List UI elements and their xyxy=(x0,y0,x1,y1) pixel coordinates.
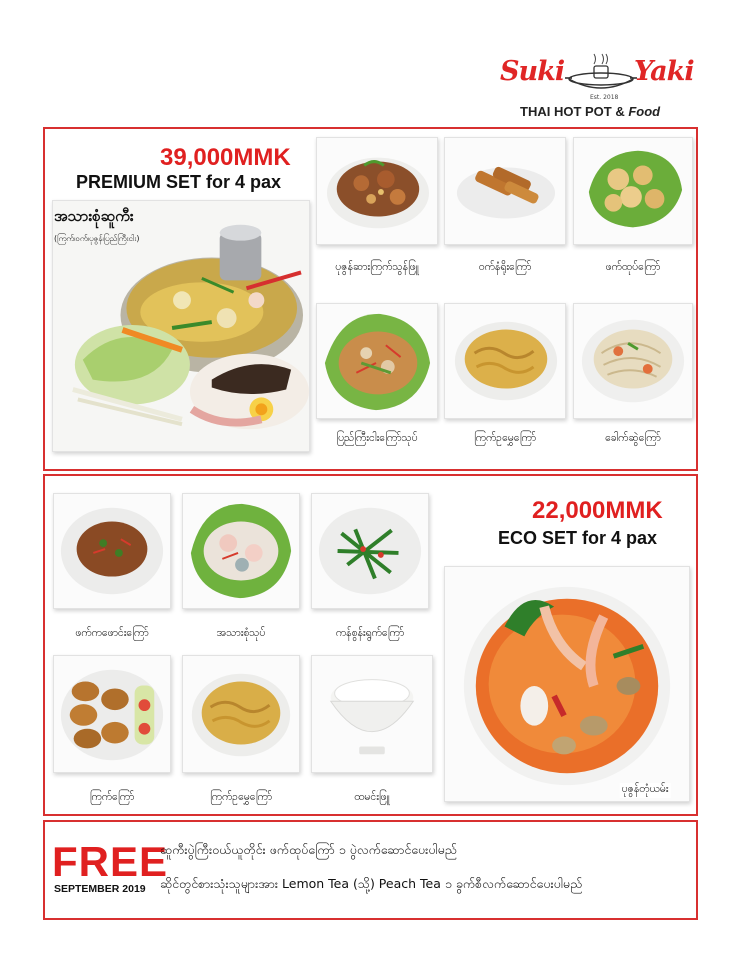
premium-dish-card-3 xyxy=(573,137,693,245)
premium-dish-caption-5: ကြက်ဥမွှေကြော် xyxy=(473,432,537,444)
eco-dish-card-1 xyxy=(53,493,171,609)
premium-dish-caption-4: ပြည်ကြီးငါးကြော်သုပ် xyxy=(336,432,418,444)
basil-stir-fry-dish-icon xyxy=(54,494,170,608)
eco-dish-caption-3: ကန်စွန်းရွက်ကြော် xyxy=(335,627,405,639)
premium-dish-caption-6: ခေါက်ဆွဲကြော် xyxy=(605,432,661,444)
logo-established: Est. 2018 xyxy=(590,94,619,101)
fried-wonton-dish-icon xyxy=(574,138,692,244)
eco-dish-card-4 xyxy=(53,655,171,773)
premium-set-name: PREMIUM SET for 4 pax xyxy=(76,172,282,192)
hotpot-title: အသားစုံဆူကီး xyxy=(54,207,134,225)
tom-yum-photo-card xyxy=(444,566,690,802)
eco-price: 22,000MMK xyxy=(532,497,663,524)
eco-dish-card-6 xyxy=(311,655,433,773)
eco-dish-caption-4: ကြက်ကြော် xyxy=(89,791,135,803)
premium-dish-card-1 xyxy=(316,137,438,245)
eco-dish-card-5 xyxy=(182,655,300,773)
white-rice-bowl-icon xyxy=(312,656,432,772)
squid-salad-dish-icon xyxy=(317,304,437,418)
tom-yum-soup-photo xyxy=(445,567,689,801)
scrambled-egg-dish-icon xyxy=(445,304,565,418)
free-offer-line-2: ဆိုင်တွင်စားသုံးသူများအား Lemon Tea (သို့) Peach Tea ၁ ခွက်စီလက်ဆောင်ပေးပါမည် xyxy=(160,876,583,891)
morning-glory-dish-icon xyxy=(312,494,428,608)
fried-chicken-dish-icon xyxy=(54,656,170,772)
free-heading: FREE xyxy=(52,838,169,885)
hotpot-subtitle: (ကြက်၊ဝက်၊ပုဇွန်၊ပြည်ကြီးငါး) xyxy=(54,234,140,243)
premium-dish-card-6 xyxy=(573,303,693,419)
eco-dish-caption-1: ဖက်ကဖောင်းကြော် xyxy=(75,627,149,639)
eco-dish-caption-6: ထမင်းဖြူ xyxy=(354,791,390,803)
fried-noodle-dish-icon xyxy=(574,304,692,418)
premium-dish-caption-2: ဝက်နံရိုးကြော် xyxy=(478,261,532,273)
hot-pot-icon xyxy=(564,52,638,96)
free-date: SEPTEMBER 2019 xyxy=(54,883,146,895)
eco-set-name: ECO SET for 4 pax xyxy=(498,528,658,548)
logo-tagline: THAI HOT POT & Food xyxy=(520,104,661,119)
premium-dish-card-5 xyxy=(444,303,566,419)
garlic-shrimp-dish-icon xyxy=(317,138,437,244)
scrambled-egg-dish-icon xyxy=(183,656,299,772)
mixed-meat-salad-dish-icon xyxy=(183,494,299,608)
tom-yum-caption: ပုဇွန်တုံယမ်း xyxy=(620,783,671,798)
eco-dish-caption-2: အသားစုံသုပ် xyxy=(216,627,266,639)
eco-dish-caption-5: ကြက်ဥမွှေကြော် xyxy=(209,791,273,803)
premium-dish-caption-3: ဖက်ထုပ်ကြော် xyxy=(605,261,661,273)
pork-rib-dish-icon xyxy=(445,138,565,244)
premium-dish-card-2 xyxy=(444,137,566,245)
suki-yaki-logo xyxy=(496,52,696,124)
logo-word-yaki: Yaki xyxy=(634,56,694,87)
premium-dish-card-4 xyxy=(316,303,438,419)
eco-dish-card-2 xyxy=(182,493,300,609)
premium-price: 39,000MMK xyxy=(160,144,291,171)
eco-dish-card-3 xyxy=(311,493,429,609)
logo-word-suki: Suki xyxy=(500,56,565,87)
free-offer-line-1: ဆူကီးပွဲကြီးဝယ်ယူတိုင်း ဖက်ထုပ်ကြော် ၁ ပွဲလက်ဆောင်ပေးပါမည် xyxy=(160,842,457,857)
premium-dish-caption-1: ပုဇွန်ဆားကြက်သွန်ဖြူ xyxy=(335,261,419,273)
